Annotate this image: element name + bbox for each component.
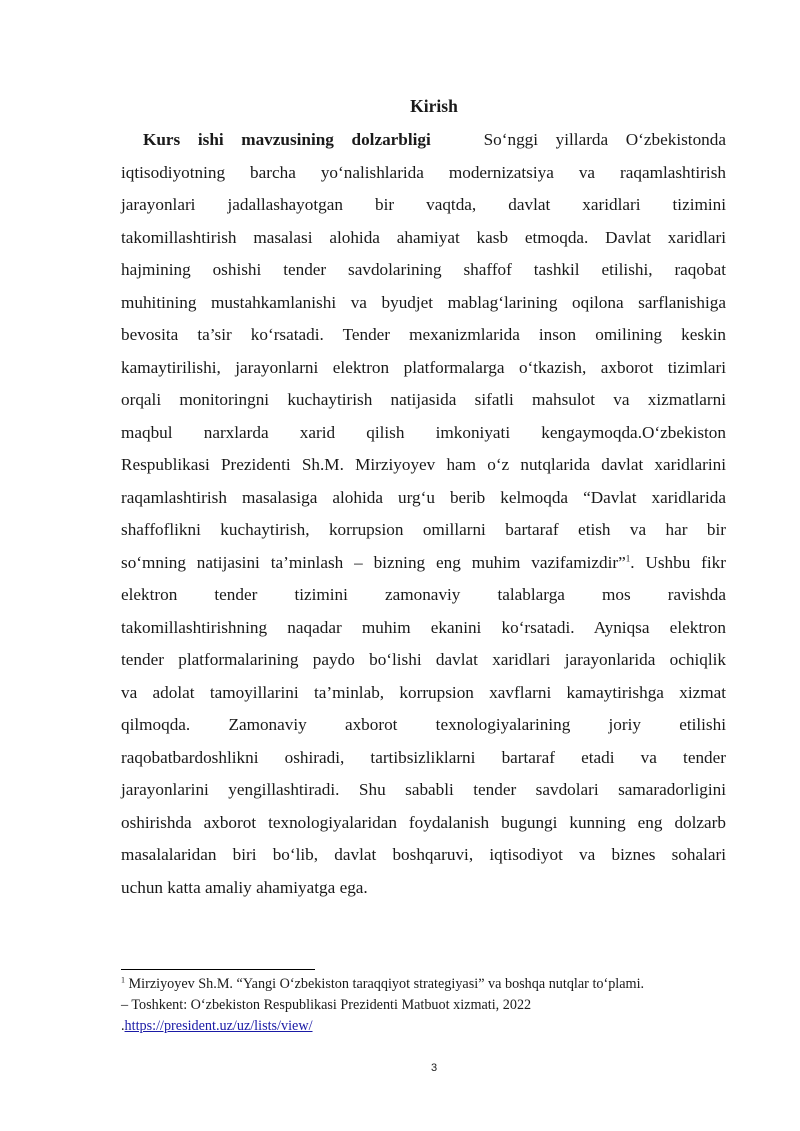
paragraph-line: takomillashtirish masalasi alohida ahamiyat kasb etmoqda. Davlat xaridlari [121, 227, 726, 247]
paragraph-line: Respublikasi Prezidenti Sh.M. Mirziyoyev ham o‘z nutqlarida davlat xaridlarini [121, 455, 726, 474]
paragraph-line: takomillashtirishning naqadar muhim ekanini ko‘rsatadi. Ayniqsa elektron [121, 617, 726, 637]
paragraph-line: jarayonlarini yengillashtiradi. Shu sababli tender savdolari samaradorligini [121, 780, 726, 799]
paragraph-line: oshirishda axborot texnologiyalaridan foydalanish bugungi kunning eng dolzarb [121, 812, 726, 832]
lead-heading: Kurs ishi mavzusining dolzarbligi [143, 130, 431, 149]
paragraph-line: Kurs ishi mavzusining dolzarbligi So‘nggi yillarda O‘zbekistonda [121, 124, 726, 157]
paragraph-line: va adolat tamoyillarini ta’minlab, korrupsion xavflarni kamaytirishga xizmat [121, 682, 726, 702]
footnote-separator [121, 969, 315, 970]
paragraph-line: jarayonlari jadallashayotgan bir vaqtda, davlat xaridlari tizimini [121, 195, 726, 214]
paragraph-line: raqamlashtirish masalasiga alohida urg‘u berib kelmoqda “Davlat xaridlarida [121, 487, 726, 507]
paragraph-line: raqobatbardoshlikni oshiradi, tartibsizliklarni bartaraf etadi va tender [121, 747, 726, 767]
paragraph-line: so‘mning natijasini ta’minlash – bizning eng muhim vazifamizdir”$^1$. Ushbu fikr [121, 552, 726, 572]
footnote-link[interactable]: https://president.uz/uz/lists/view/ [124, 1018, 313, 1034]
paragraph-line: qilmoqda. Zamonaviy axborot texnologiyalarining joriy etilishi [121, 715, 726, 734]
paragraph-line: shaffoflikni kuchaytirish, korrupsion omillarni bartaraf etish va har bir [121, 520, 726, 539]
paragraph-line: iqtisodiyotning barcha yo‘nalishlarida modernizatsiya va raqamlashtirish [121, 162, 726, 182]
paragraph-line: elektron tender tizimini zamonaviy talablarga mos ravishda [121, 585, 726, 604]
paragraph-line: tender platformalarining paydo bo‘lishi davlat xaridlari jarayonlarida ochiqlik [121, 650, 726, 669]
body-paragraph [121, 124, 726, 904]
paragraph-line: maqbul narxlarda xarid qilish imkoniyati kengaymoqda.O‘zbekiston [121, 422, 726, 442]
paragraph-line: masalalaridan biri bo‘lib, davlat boshqaruvi, iqtisodiyot va biznes sohalari [121, 845, 726, 864]
paragraph-line: orqali monitoringni kuchaytirish natijasida sifatli mahsulot va xizmatlarni [121, 390, 726, 409]
footnote-reference[interactable]: 1 [625, 552, 631, 563]
paragraph-line: kamaytirilishi, jarayonlarni elektron platformalarga o‘tkazish, axborot tizimlari [121, 357, 726, 377]
paragraph-line: muhitining mustahkamlanishi va byudjet mablag‘larining oqilona sarflanishiga [121, 292, 726, 312]
section-title: Kirish [410, 96, 458, 116]
paragraph-line: hajmining oshishi tender savdolarining shaffof tashkil etilishi, raqobat [121, 260, 726, 279]
footnote: $^1$ Mirziyoyev Sh.M. “Yangi O‘zbekiston taraqqiyot strategiyasi” va boshqa nutqlar to‘plami. – Toshkent: O‘zbekiston Respublikasi Prezidenti Matbuot xizmati, 2022 .https://president.uz/uz/lists/view/ [121, 975, 645, 1034]
paragraph-line: bevosita ta’sir ko‘rsatadi. Tender mexanizmlarida inson omilining keskin [121, 325, 726, 344]
paragraph-line: uchun katta amaliy ahamiyatga ega. [121, 877, 368, 897]
footnote-mark: 1 [121, 975, 125, 985]
page-number: 3 [430, 1062, 438, 1074]
